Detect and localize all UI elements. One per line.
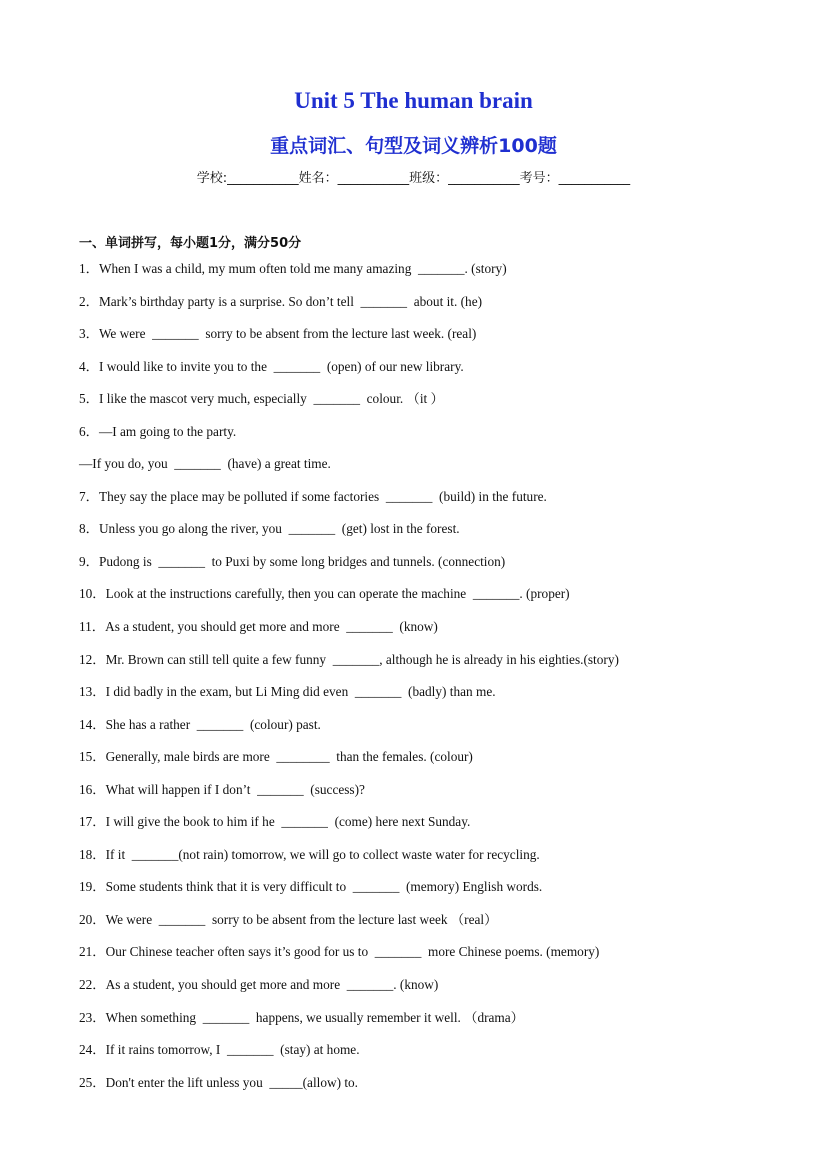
question-item: 5．I like the mascot very much, especially _______ colour. （it ） (79, 391, 444, 407)
question-item: 25．Don't enter the lift unless you _____(allow) to. (79, 1074, 359, 1090)
student-info-line: 学校:___________姓名：___________班级：___________考号：___________ (196, 171, 631, 186)
question-item: 22．As a student, you should get more and more _______. (know) (79, 977, 439, 993)
question-item: 13．I did badly in the exam, but Li Ming did even _______ (badly) than me. (79, 684, 496, 700)
question-item: 6．—I am going to the party. (79, 423, 237, 439)
question-item: 20．We were _______ sorry to be absent from the lecture last week （real） (79, 911, 498, 927)
question-item: 1．When I was a child, my mum often told me many amazing _______. (story) (79, 261, 507, 276)
question-item: 21．Our Chinese teacher often says it’s good for us to _______ more Chinese poems. (memory) (79, 944, 600, 960)
question-item: 3．We were _______ sorry to be absent from the lecture last week. (real) (79, 326, 477, 342)
question-item-reply: —If you do, you _______ (have) a great time. (79, 456, 331, 472)
question-item: 14．She has a rather _______ (colour) past. (79, 716, 321, 732)
question-item: 16．What will happen if I don’t _______ (success)? (79, 781, 365, 797)
question-item: 11．As a student, you should get more and more _______ (know) (79, 619, 438, 635)
page-title: Unit 5 The human brain (294, 88, 533, 113)
question-item: 15．Generally, male birds are more ________ than the females. (colour) (79, 749, 473, 765)
question-item: 17．I will give the book to him if he _______ (come) here next Sunday. (79, 814, 471, 830)
question-item: 8．Unless you go along the river, you _______ (get) lost in the forest. (79, 521, 460, 537)
question-item: 7．They say the place may be polluted if some factories _______ (build) in the future. (79, 488, 547, 504)
question-item: 4．I would like to invite you to the _______ (open) of our new library. (79, 358, 464, 374)
question-item: 19．Some students think that it is very difficult to _______ (memory) English words. (79, 879, 543, 895)
question-item: 2．Mark’s birthday party is a surprise. So don’t tell _______ about it. (he) (79, 293, 483, 309)
question-item: 23．When something _______ happens, we usually remember it well. （drama） (79, 1009, 524, 1025)
question-list (79, 259, 779, 1105)
question-item: 24．If it rains tomorrow, I _______ (stay) at home. (79, 1042, 360, 1058)
question-item: 10．Look at the instructions carefully, then you can operate the machine _______. (proper) (79, 586, 570, 602)
section-heading: 一、单词拼写，每小题1分，满分50分 (79, 236, 302, 251)
question-item: 9．Pudong is _______ to Puxi by some long bridges and tunnels. (connection) (79, 553, 506, 569)
page-subtitle: 重点词汇、句型及词义辨析100题 (270, 135, 557, 157)
question-item: 18．If it _______(not rain) tomorrow, we will go to collect waste water for recycling. (79, 846, 540, 862)
question-item: 12．Mr. Brown can still tell quite a few funny _______, although he is already in his eighties.(story) (79, 651, 619, 667)
